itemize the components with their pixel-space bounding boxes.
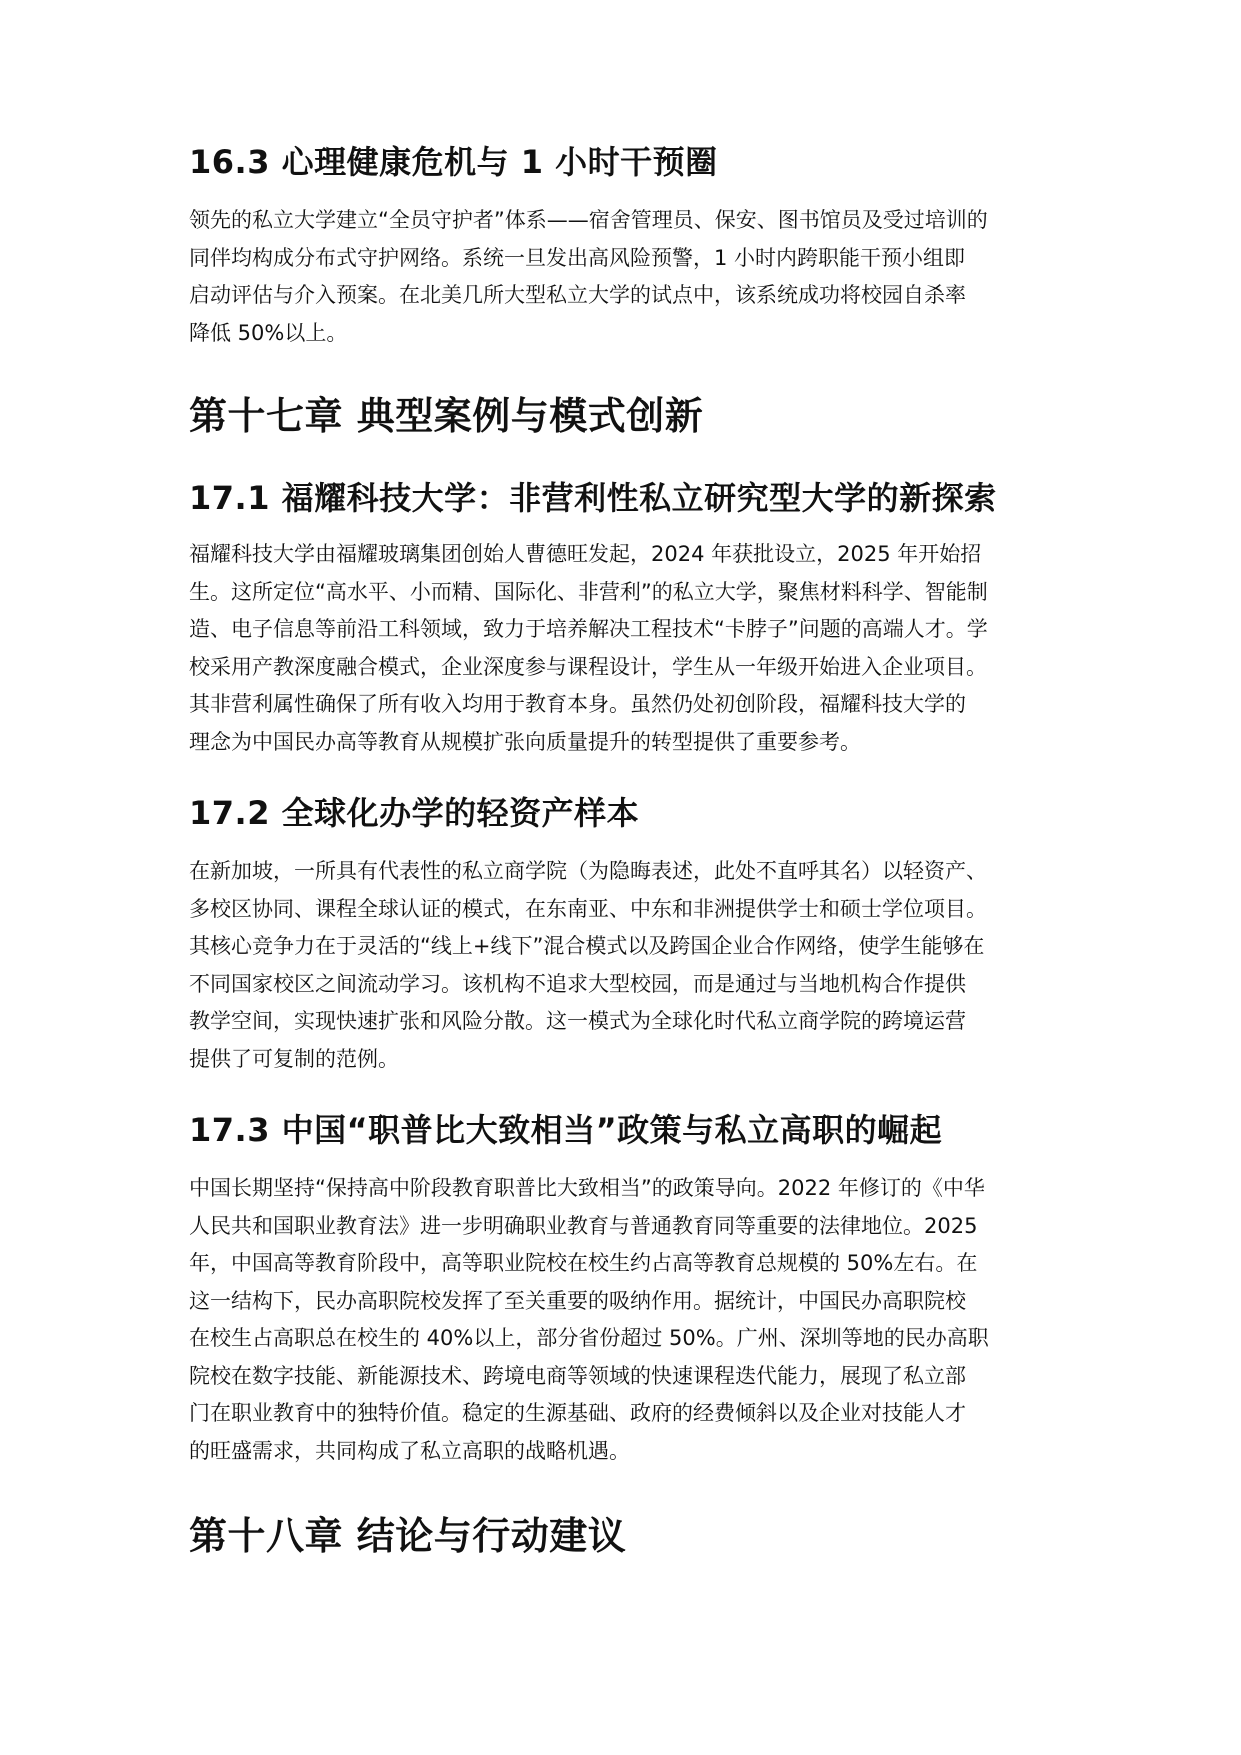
text-line: 降低 50%以上。 (189, 320, 348, 345)
text-line: 年，中国高等教育阶段中，高等职业院校在校生约占高等教育总规模的 50%左右。在 (189, 1251, 978, 1275)
text-line: 这一结构下，民办高职院校发挥了至关重要的吸纳作用。据统计，中国民办高职院校 (189, 1288, 966, 1313)
text-line: 的旺盛需求，共同构成了私立高职的战略机遇。 (189, 1438, 630, 1463)
section-heading-17-2: 17.2 全球化办学的轻资产样本 (189, 794, 640, 832)
text-line: 生。这所定位“高水平、小而精、国际化、非营利”的私立大学，聚焦材料科学、智能制 (189, 579, 988, 604)
text-line: 福耀科技大学由福耀玻璃集团创始人曹德旺发起，2024 年获批设立，2025 年开始招 (189, 542, 982, 566)
text-line: 造、电子信息等前沿工科领域，致力于培养解决工程技术“卡脖子”问题的高端人才。学 (189, 617, 988, 641)
section-heading-17-1: 17.1 福耀科技大学：非营利性私立研究型大学的新探索 (189, 479, 997, 517)
paragraph-17-2 (189, 853, 1089, 1078)
text-line: 不同国家校区之间流动学习。该机构不追求大型校园，而是通过与当地机构合作提供 (189, 971, 966, 996)
paragraph-17-1 (189, 536, 1089, 761)
text-line: 启动评估与介入预案。在北美几所大型私立大学的试点中，该系统成功将校园自杀率 (189, 283, 966, 307)
text-line: 在新加坡，一所具有代表性的私立商学院（为隐晦表述，此处不直呼其名）以轻资产、 (189, 859, 987, 883)
paragraph-16-3 (189, 202, 1089, 352)
text-line: 人民共和国职业教育法》进一步明确职业教育与普通教育同等重要的法律地位。2025 (189, 1213, 978, 1238)
text-line: 理念为中国民办高等教育从规模扩张向质量提升的转型提供了重要参考。 (189, 729, 861, 754)
text-line: 多校区协同、课程全球认证的模式，在东南亚、中东和非洲提供学士和硕士学位项目。 (189, 896, 987, 921)
text-line: 其非营利属性确保了所有收入均用于教育本身。虽然仍处初创阶段，福耀科技大学的 (189, 692, 966, 716)
text-line: 院校在数字技能、新能源技术、跨境电商等领域的快速课程迭代能力，展现了私立部 (189, 1363, 966, 1388)
text-line: 其核心竞争力在于灵活的“线上+线下”混合模式以及跨国企业合作网络，使学生能够在 (189, 934, 985, 958)
document-page (189, 140, 1089, 1562)
paragraph-17-3 (189, 1170, 1089, 1470)
text-line: 领先的私立大学建立“全员守护者”体系——宿舍管理员、保安、图书馆员及受过培训的 (189, 208, 988, 232)
text-line: 中国长期坚持“保持高中阶段教育职普比大致相当”的政策导向。2022 年修订的《中华 (189, 1176, 985, 1200)
chapter-heading-17: 第十七章 典型案例与模式创新 (189, 394, 704, 438)
chapter-heading-18: 第十八章 结论与行动建议 (189, 1514, 627, 1558)
text-line: 门在职业教育中的独特价值。稳定的生源基础、政府的经费倾斜以及企业对技能人才 (189, 1401, 966, 1425)
text-line: 教学空间，实现快速扩张和风险分散。这一模式为全球化时代私立商学院的跨境运营 (189, 1009, 966, 1033)
text-line: 同伴均构成分布式守护网络。系统一旦发出高风险预警，1 小时内跨职能干预小组即 (189, 245, 966, 270)
text-line: 提供了可复制的范例。 (189, 1046, 399, 1071)
text-line: 校采用产教深度融合模式，企业深度参与课程设计，学生从一年级开始进入企业项目。 (189, 654, 987, 679)
section-heading-16-3: 16.3 心理健康危机与 1 小时干预圈 (189, 143, 718, 181)
text-line: 在校生占高职总在校生的 40%以上，部分省份超过 50%。广州、深圳等地的民办高职 (189, 1326, 989, 1350)
section-heading-17-3: 17.3 中国“职普比大致相当”政策与私立高职的崛起 (189, 1111, 943, 1149)
